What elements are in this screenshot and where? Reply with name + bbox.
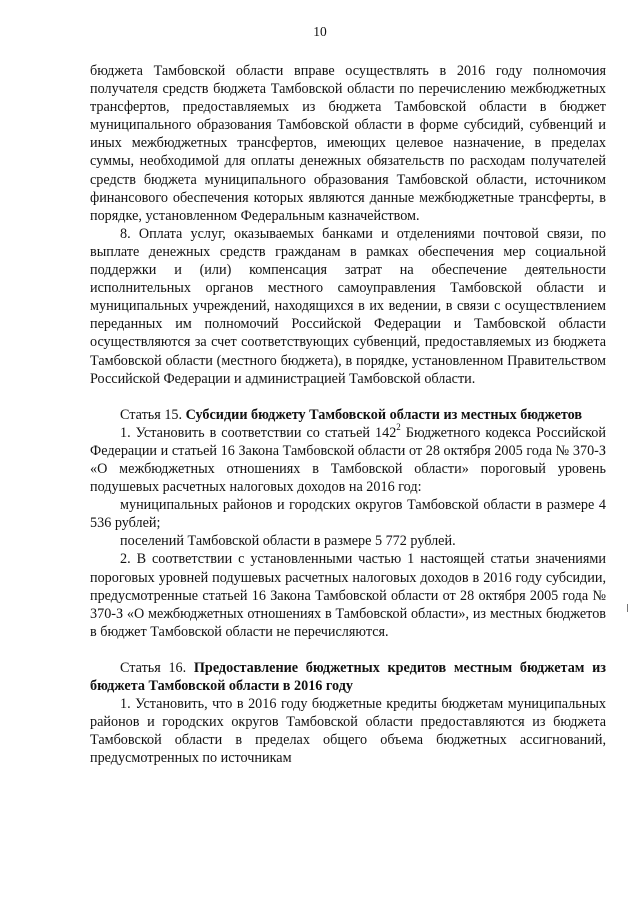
article-15-title: Субсидии бюджету Тамбовской области из местных бюджетов bbox=[185, 406, 583, 423]
continued-paragraph: бюджета Тамбовской области вправе осуществлять в 2016 году полномочия получателя средств бюджета Тамбовской области по перечислению межбюджетных трансфертов, предоставляемых из бюджета Тамбовской области в бюджет муниципального образования Тамбовской области в форме субсидий, субвенций и иных межбюджетных трансфертов, имеющих целевое назначение, в пределах суммы, необходимой для оплаты денежных обязательств по расходам получателей средств бюджета муниципального образования Тамбовской области, источником финансового обеспечения которых являются данные межбюджетные трансферты, в порядке, установленном Федеральным казначейством. bbox=[90, 63, 606, 224]
article-15-paragraph-1 bbox=[90, 424, 606, 496]
article-16-title: Предоставление бюджетных кредитов местным бюджетам из бюджета Тамбовской области в 2016 году bbox=[90, 659, 607, 694]
article-15-paragraph-1-end: Бюджетного кодекса Российской Федерации и статьей 16 Закона Тамбовской области от 28 октября 2005 года № 370-З «О межбюджетных отношениях в Тамбовской области» пороговый уровень подушевых расчетных налоговых доходов на 2016 год: bbox=[90, 424, 606, 496]
article-16-paragraph-1: 1. Установить, что в 2016 году бюджетные кредиты бюджетам муниципальных районов и городских округов Тамбовской области предоставляются из бюджета Тамбовской области в пределах общего объема бюджетных ассигнований, предусмотренных по источникам bbox=[90, 696, 606, 767]
article-16-label: Статья 16. bbox=[120, 659, 187, 676]
article-15-superscript: 2 bbox=[396, 422, 401, 433]
page-number: 10 bbox=[313, 24, 327, 39]
margin-mark bbox=[627, 604, 628, 612]
document-body bbox=[90, 62, 606, 767]
article-15-paragraph-2: 2. В соответствии с установленными частью 1 настоящей статьи значениями пороговых уровней подушевых расчетных налоговых доходов в 2016 году субсидии, предусмотренные статьей 16 Закона Тамбовской области от 28 октября 2005 года № 370-З «О межбюджетных отношениях в Тамбовской области», из местных бюджетов в бюджет Тамбовской области не перечисляются. bbox=[90, 551, 606, 640]
paragraph-8: 8. Оплата услуг, оказываемых банками и отделениями почтовой связи, по выплате денежных средств гражданам в рамках обеспечения мер социальной поддержки и (или) компенсация затрат на обеспечение деятельности исполнительных органов местного самоуправления Тамбовской области и муниципальных учреждений, находящихся в их ведении, в связи с осуществлением переданных им полномочий Российской Федерации и Тамбовской области осуществляются за счет соответствующих субвенций, предоставляемых из бюджета Тамбовской области (местного бюджета), в порядке, установленном Правительством Российской Федерации и администрацией Тамбовской области. bbox=[90, 225, 606, 387]
article-15-label: Статья 15. bbox=[120, 406, 183, 423]
article-16-heading bbox=[90, 659, 606, 695]
article-15-heading bbox=[90, 406, 606, 424]
article-15-item-2: поселений Тамбовской области в размере 5 772 рублей. bbox=[120, 533, 456, 550]
article-15-paragraph-1-start: 1. Установить в соответствии со статьей 142 bbox=[120, 424, 397, 441]
article-15-item-1: муниципальных районов и городских округов Тамбовской области в размере 4 536 рублей; bbox=[90, 497, 606, 532]
